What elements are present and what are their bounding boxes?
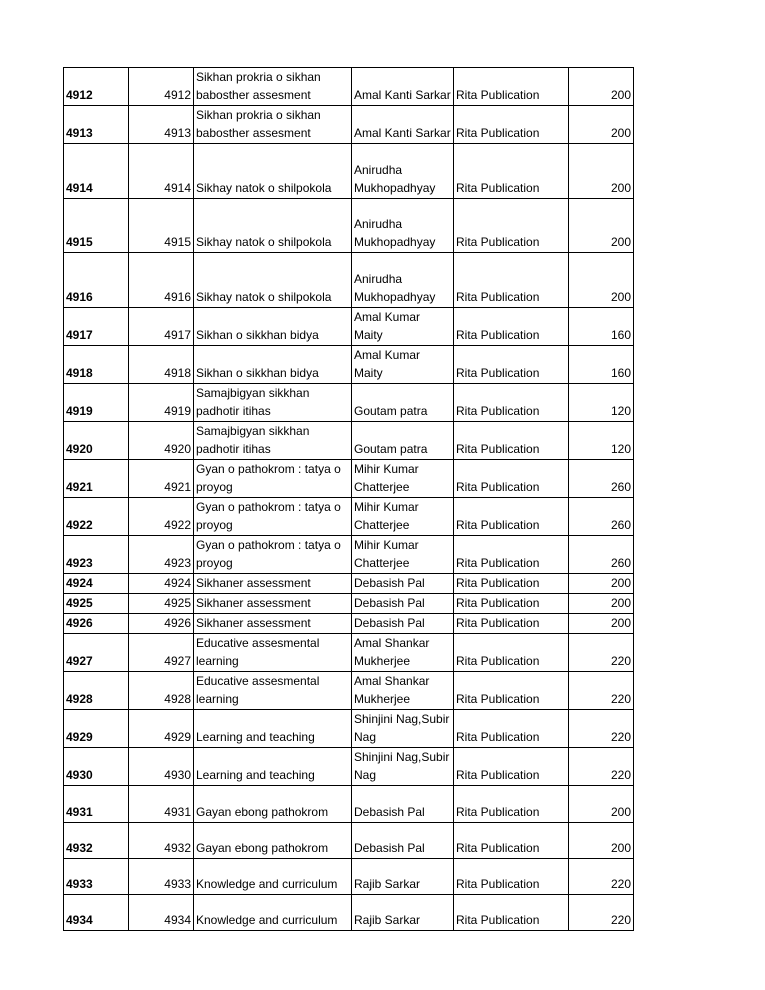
accession-number-cell: 4924	[129, 574, 194, 594]
publisher-cell: Rita Publication	[454, 460, 569, 498]
publisher-cell: Rita Publication	[454, 895, 569, 931]
serial-number-cell: 4918	[64, 346, 129, 384]
author-cell: Mihir Kumar Chatterjee	[352, 498, 454, 536]
ledger-body	[64, 68, 634, 931]
accession-number-cell: 4926	[129, 614, 194, 634]
price-cell: 120	[569, 422, 634, 460]
book-title-cell: Sikhay natok o shilpokola	[194, 144, 352, 199]
serial-number-cell: 4922	[64, 498, 129, 536]
table-row	[64, 574, 634, 594]
serial-number-cell: 4934	[64, 895, 129, 931]
book-title-cell: Sikhaner assessment	[194, 614, 352, 634]
author-cell: Debasish Pal	[352, 823, 454, 859]
accession-number-cell: 4928	[129, 672, 194, 710]
publisher-cell: Rita Publication	[454, 710, 569, 748]
accession-number-cell: 4931	[129, 786, 194, 823]
book-ledger-table	[63, 67, 634, 931]
table-row	[64, 498, 634, 536]
table-row	[64, 672, 634, 710]
table-row	[64, 199, 634, 253]
publisher-cell: Rita Publication	[454, 106, 569, 144]
author-cell: Mihir Kumar Chatterjee	[352, 536, 454, 574]
author-cell: Rajib Sarkar	[352, 895, 454, 931]
price-cell: 200	[569, 199, 634, 253]
author-cell: Debasish Pal	[352, 594, 454, 614]
table-row	[64, 253, 634, 308]
author-cell: Amal Shankar Mukherjee	[352, 672, 454, 710]
publisher-cell: Rita Publication	[454, 536, 569, 574]
accession-number-cell: 4918	[129, 346, 194, 384]
price-cell: 220	[569, 748, 634, 786]
serial-number-cell: 4914	[64, 144, 129, 199]
book-title-cell: Gyan o pathokrom : tatya o proyog	[194, 536, 352, 574]
price-cell: 160	[569, 346, 634, 384]
table-row	[64, 460, 634, 498]
price-cell: 260	[569, 536, 634, 574]
price-cell: 200	[569, 614, 634, 634]
serial-number-cell: 4913	[64, 106, 129, 144]
table-row	[64, 594, 634, 614]
serial-number-cell: 4931	[64, 786, 129, 823]
price-cell: 260	[569, 460, 634, 498]
book-title-cell: Gyan o pathokrom : tatya o proyog	[194, 498, 352, 536]
book-title-cell: Sikhaner assessment	[194, 594, 352, 614]
accession-number-cell: 4922	[129, 498, 194, 536]
book-title-cell: Samajbigyan sikkhan padhotir itihas	[194, 384, 352, 422]
table-row	[64, 144, 634, 199]
publisher-cell: Rita Publication	[454, 594, 569, 614]
book-title-cell: Sikhay natok o shilpokola	[194, 199, 352, 253]
accession-number-cell: 4912	[129, 68, 194, 106]
accession-number-cell: 4914	[129, 144, 194, 199]
price-cell: 220	[569, 672, 634, 710]
book-title-cell: Samajbigyan sikkhan padhotir itihas	[194, 422, 352, 460]
accession-number-cell: 4921	[129, 460, 194, 498]
table-row	[64, 748, 634, 786]
serial-number-cell: 4929	[64, 710, 129, 748]
publisher-cell: Rita Publication	[454, 823, 569, 859]
price-cell: 200	[569, 574, 634, 594]
author-cell: Rajib Sarkar	[352, 859, 454, 895]
serial-number-cell: 4916	[64, 253, 129, 308]
serial-number-cell: 4917	[64, 308, 129, 346]
table-row	[64, 895, 634, 931]
author-cell: Debasish Pal	[352, 574, 454, 594]
price-cell: 160	[569, 308, 634, 346]
publisher-cell: Rita Publication	[454, 786, 569, 823]
serial-number-cell: 4925	[64, 594, 129, 614]
price-cell: 200	[569, 786, 634, 823]
publisher-cell: Rita Publication	[454, 748, 569, 786]
price-cell: 200	[569, 106, 634, 144]
publisher-cell: Rita Publication	[454, 859, 569, 895]
accession-number-cell: 4920	[129, 422, 194, 460]
author-cell: Anirudha Mukhopadhyay	[352, 199, 454, 253]
author-cell: Debasish Pal	[352, 614, 454, 634]
serial-number-cell: 4928	[64, 672, 129, 710]
publisher-cell: Rita Publication	[454, 346, 569, 384]
author-cell: Amal Kanti Sarkar	[352, 68, 454, 106]
accession-number-cell: 4913	[129, 106, 194, 144]
author-cell: Amal Kumar Maity	[352, 346, 454, 384]
price-cell: 220	[569, 895, 634, 931]
book-title-cell: Learning and teaching	[194, 710, 352, 748]
table-row	[64, 859, 634, 895]
book-title-cell: Sikhan prokria o sikhan babosther assesment	[194, 106, 352, 144]
accession-number-cell: 4930	[129, 748, 194, 786]
publisher-cell: Rita Publication	[454, 672, 569, 710]
table-row	[64, 710, 634, 748]
book-title-cell: Gayan ebong pathokrom	[194, 786, 352, 823]
serial-number-cell: 4915	[64, 199, 129, 253]
serial-number-cell: 4930	[64, 748, 129, 786]
price-cell: 220	[569, 859, 634, 895]
price-cell: 200	[569, 594, 634, 614]
book-title-cell: Sikhaner assessment	[194, 574, 352, 594]
accession-number-cell: 4916	[129, 253, 194, 308]
serial-number-cell: 4926	[64, 614, 129, 634]
serial-number-cell: 4923	[64, 536, 129, 574]
table-row	[64, 384, 634, 422]
accession-number-cell: 4923	[129, 536, 194, 574]
accession-number-cell: 4925	[129, 594, 194, 614]
book-title-cell: Sikhay natok o shilpokola	[194, 253, 352, 308]
serial-number-cell: 4912	[64, 68, 129, 106]
publisher-cell: Rita Publication	[454, 68, 569, 106]
accession-number-cell: 4919	[129, 384, 194, 422]
serial-number-cell: 4920	[64, 422, 129, 460]
author-cell: Shinjini Nag,Subir Nag	[352, 710, 454, 748]
publisher-cell: Rita Publication	[454, 199, 569, 253]
author-cell: Shinjini Nag,Subir Nag	[352, 748, 454, 786]
table-row	[64, 308, 634, 346]
book-title-cell: Sikhan prokria o sikhan babosther assesment	[194, 68, 352, 106]
publisher-cell: Rita Publication	[454, 422, 569, 460]
publisher-cell: Rita Publication	[454, 384, 569, 422]
serial-number-cell: 4921	[64, 460, 129, 498]
table-row	[64, 422, 634, 460]
price-cell: 120	[569, 384, 634, 422]
publisher-cell: Rita Publication	[454, 498, 569, 536]
publisher-cell: Rita Publication	[454, 634, 569, 672]
book-title-cell: Gayan ebong pathokrom	[194, 823, 352, 859]
publisher-cell: Rita Publication	[454, 253, 569, 308]
price-cell: 220	[569, 634, 634, 672]
author-cell: Debasish Pal	[352, 786, 454, 823]
table-row	[64, 786, 634, 823]
accession-number-cell: 4927	[129, 634, 194, 672]
author-cell: Anirudha Mukhopadhyay	[352, 253, 454, 308]
accession-number-cell: 4915	[129, 199, 194, 253]
table-row	[64, 823, 634, 859]
author-cell: Amal Shankar Mukherjee	[352, 634, 454, 672]
author-cell: Amal Kanti Sarkar	[352, 106, 454, 144]
book-title-cell: Sikhan o sikkhan bidya	[194, 308, 352, 346]
price-cell: 200	[569, 144, 634, 199]
accession-number-cell: 4933	[129, 859, 194, 895]
price-cell: 200	[569, 253, 634, 308]
price-cell: 200	[569, 68, 634, 106]
accession-number-cell: 4932	[129, 823, 194, 859]
publisher-cell: Rita Publication	[454, 144, 569, 199]
table-row	[64, 634, 634, 672]
price-cell: 220	[569, 710, 634, 748]
book-title-cell: Educative assesmental learning	[194, 634, 352, 672]
publisher-cell: Rita Publication	[454, 308, 569, 346]
book-title-cell: Learning and teaching	[194, 748, 352, 786]
table-row	[64, 346, 634, 384]
author-cell: Goutam patra	[352, 422, 454, 460]
table-row	[64, 614, 634, 634]
book-title-cell: Sikhan o sikkhan bidya	[194, 346, 352, 384]
author-cell: Anirudha Mukhopadhyay	[352, 144, 454, 199]
price-cell: 200	[569, 823, 634, 859]
accession-number-cell: 4934	[129, 895, 194, 931]
accession-number-cell: 4929	[129, 710, 194, 748]
book-title-cell: Gyan o pathokrom : tatya o proyog	[194, 460, 352, 498]
author-cell: Amal Kumar Maity	[352, 308, 454, 346]
serial-number-cell: 4919	[64, 384, 129, 422]
serial-number-cell: 4933	[64, 859, 129, 895]
author-cell: Mihir Kumar Chatterjee	[352, 460, 454, 498]
book-title-cell: Educative assesmental learning	[194, 672, 352, 710]
accession-number-cell: 4917	[129, 308, 194, 346]
serial-number-cell: 4927	[64, 634, 129, 672]
serial-number-cell: 4924	[64, 574, 129, 594]
book-title-cell: Knowledge and curriculum	[194, 859, 352, 895]
table-row	[64, 68, 634, 106]
publisher-cell: Rita Publication	[454, 574, 569, 594]
book-title-cell: Knowledge and curriculum	[194, 895, 352, 931]
table-row	[64, 106, 634, 144]
table-row	[64, 536, 634, 574]
author-cell: Goutam patra	[352, 384, 454, 422]
serial-number-cell: 4932	[64, 823, 129, 859]
publisher-cell: Rita Publication	[454, 614, 569, 634]
price-cell: 260	[569, 498, 634, 536]
